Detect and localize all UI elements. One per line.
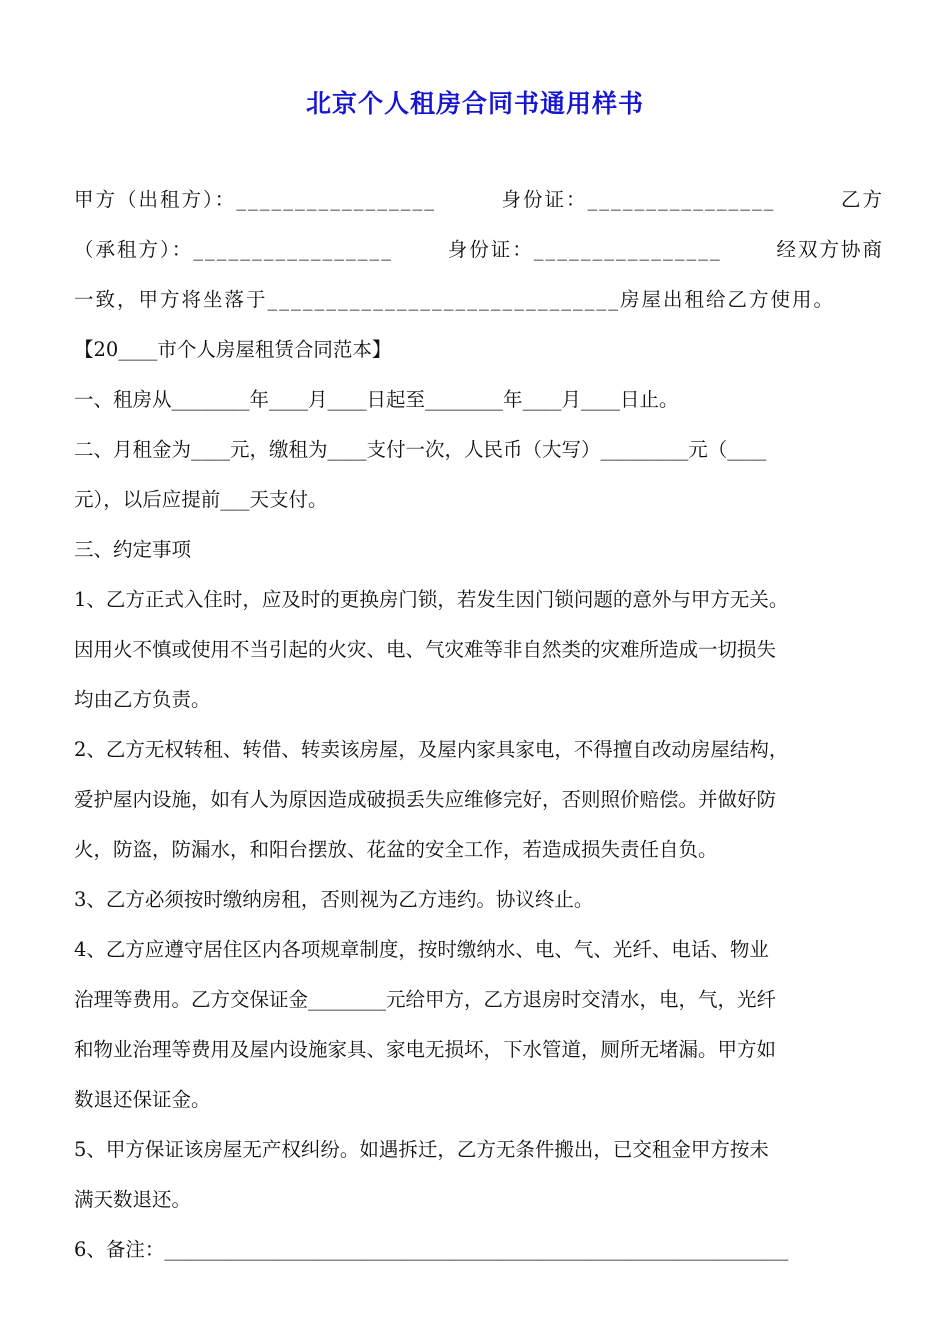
clause-4-line-1: 4、乙方应遵守居住区内各项规章制度，按时缴纳水、电、气、光纤、电话、物业	[74, 938, 769, 961]
lease-term-line: 一、租房从________年____月____日起至________年____月____日止。	[74, 388, 679, 411]
party-a-id-field: 身份证：________________	[501, 188, 776, 211]
clause-2-line-2: 爱护屋内设施，如有人为原因造成破损丢失应维修完好，否则照价赔偿。并做好防	[74, 788, 777, 811]
consultation-text: 经双方协商	[776, 238, 884, 261]
clause-4-line-4: 数退还保证金。	[74, 1088, 211, 1111]
rent-line-cont: 元），以后应提前___天支付。	[74, 488, 328, 511]
clause-2-line-1: 2、乙方无权转租、转借、转卖该房屋，及屋内家具家电，不得擅自改动房屋结构，	[74, 738, 789, 761]
remarks-line: 6、备注：________________________________________________________________	[74, 1238, 789, 1261]
clause-5-line-2: 满天数退还。	[74, 1188, 192, 1211]
clause-5-line-1: 5、甲方保证该房屋无产权纠纷。如遇拆迁，乙方无条件搬出，已交租金甲方按未	[74, 1138, 769, 1161]
party-b-label: 乙方	[840, 188, 884, 211]
party-b-line	[74, 236, 884, 264]
property-location-line: 一致，甲方将坐落于______________________________房屋出租给乙方使用。	[74, 288, 836, 311]
section-heading: 三、约定事项	[74, 538, 192, 561]
clause-4-line-3: 和物业治理等费用及屋内设施家具、家电无损坏，下水管道，厕所无堵漏。甲方如	[74, 1038, 777, 1061]
clause-2-line-3: 火，防盗，防漏水，和阳台摆放、花盆的安全工作，若造成损失责任自负。	[74, 838, 718, 861]
template-note: 【20____市个人房屋租赁合同范本】	[74, 338, 392, 361]
clause-1-line-1: 1、乙方正式入住时，应及时的更换房门锁，若发生因门锁问题的意外与甲方无关。	[74, 588, 789, 611]
clause-3: 3、乙方必须按时缴纳房租，否则视为乙方违约。协议终止。	[74, 888, 594, 911]
rent-line: 二、月租金为____元，缴租为____支付一次，人民币（大写）_________元（____	[74, 438, 767, 461]
document-title: 北京个人租房合同书通用样书	[305, 89, 644, 118]
party-a-field: 甲方（出租方）：_________________	[74, 188, 437, 211]
party-b-id-field: 身份证：________________	[447, 238, 722, 261]
clause-4-line-2: 治理等费用。乙方交保证金________元给甲方，乙方退房时交清水，电，气，光纤	[74, 988, 777, 1011]
party-b-field: （承租方）：_________________	[74, 238, 394, 261]
clause-1-line-2: 因用火不慎或使用不当引起的火灾、电、气灾难等非自然类的灾难所造成一切损失	[74, 638, 777, 661]
party-a-line	[74, 186, 884, 214]
clause-1-line-3: 均由乙方负责。	[74, 688, 211, 711]
